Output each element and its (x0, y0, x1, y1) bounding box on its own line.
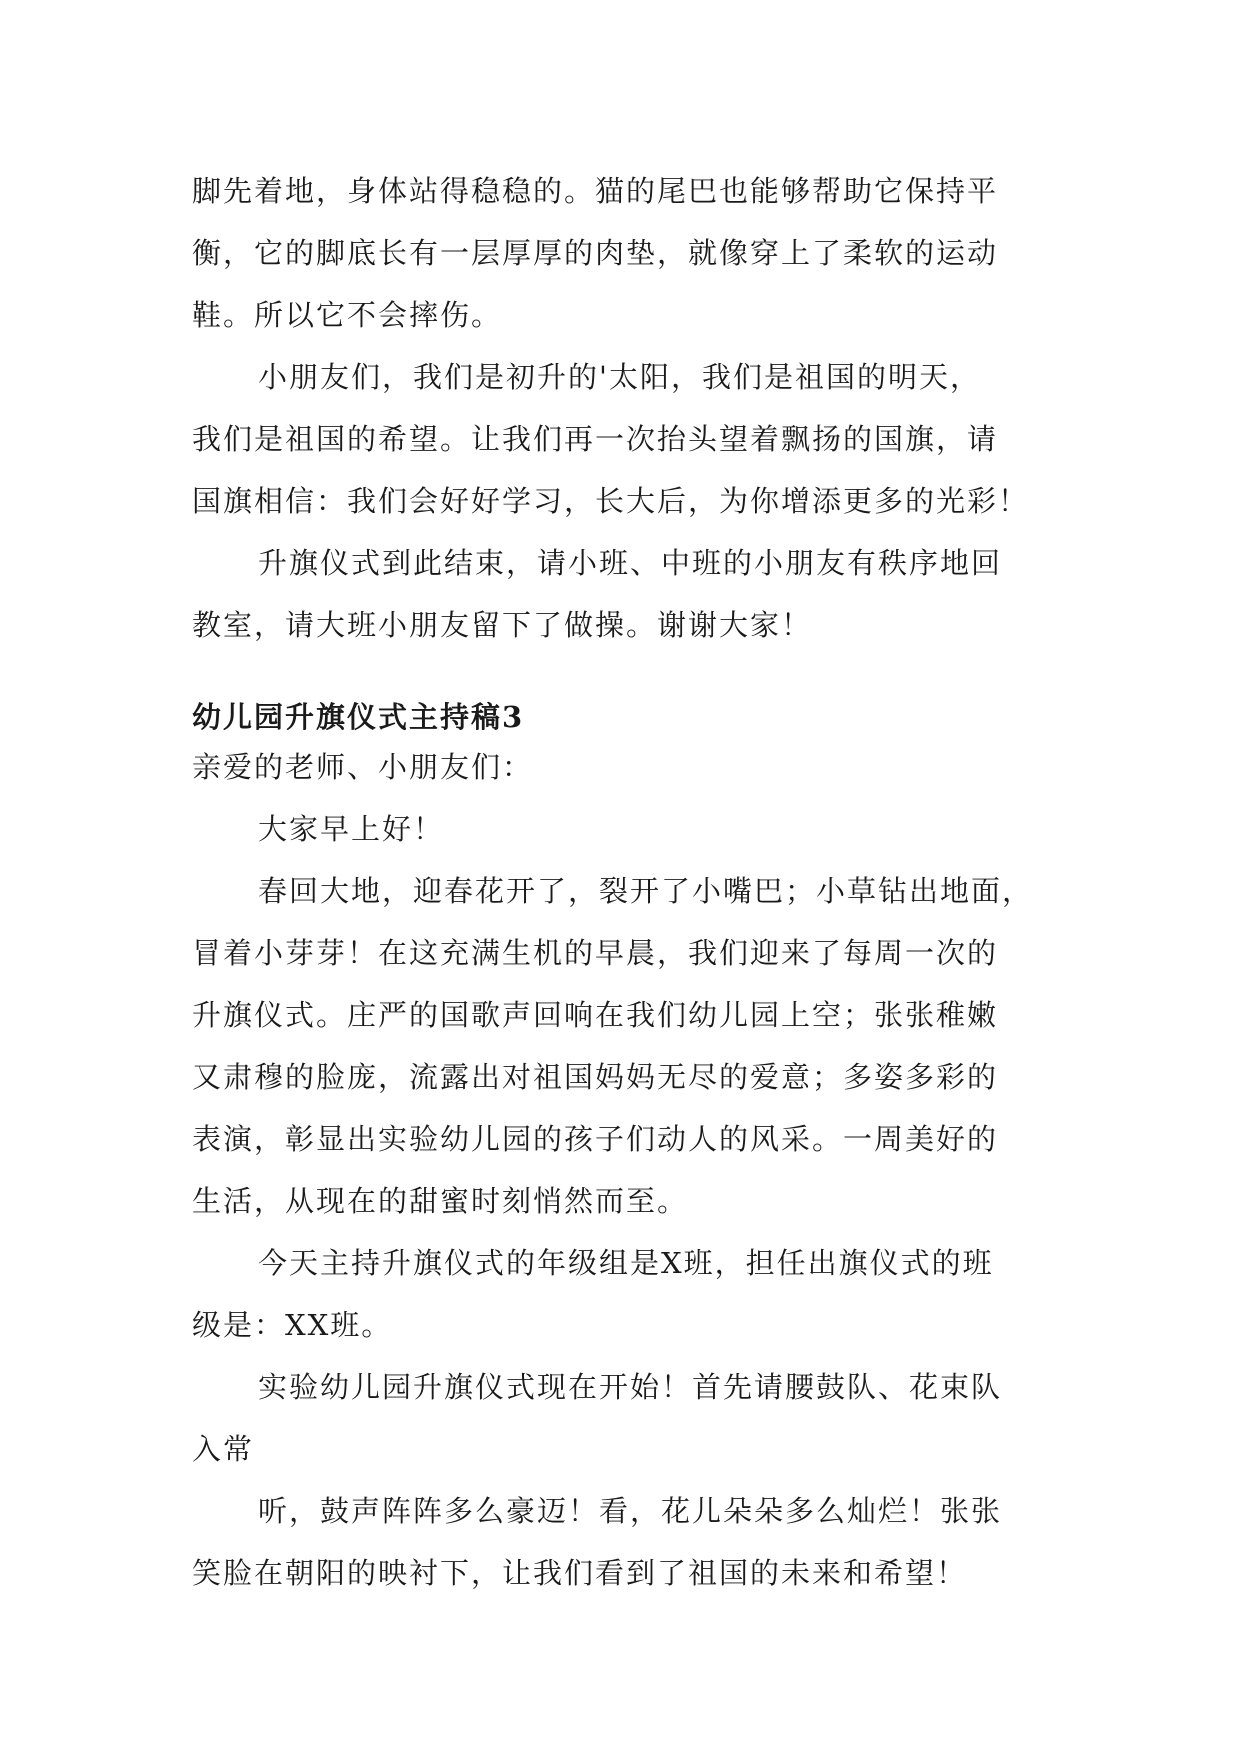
text-line: 大家早上好！ (258, 812, 445, 846)
section-spacer (192, 656, 1062, 692)
text-line: 级是：XX班。 (192, 1308, 393, 1342)
text-line: 国旗相信：我们会好好学习，长大后，为你增添更多的光彩！ (192, 484, 1030, 518)
text-line: 鞋。所以它不会摔伤。 (192, 298, 503, 332)
text-line: 又肃穆的脸庞，流露出对祖国妈妈无尽的爱意；多姿多彩的 (192, 1060, 999, 1094)
text-line: 我们是祖国的希望。让我们再一次抬头望着飘扬的国旗，请 (192, 422, 999, 456)
salutation: 亲爱的老师、小朋友们： (192, 750, 534, 784)
text-line: 升旗仪式到此结束，请小班、中班的小朋友有秩序地回 (258, 546, 1003, 580)
paragraph (192, 346, 1062, 532)
text-line: 实验幼儿园升旗仪式现在开始！首先请腰鼓队、花束队 (258, 1370, 1003, 1404)
section-body (192, 798, 1062, 1604)
text-line: 脚先着地，身体站得稳稳的。猫的尾巴也能够帮助它保持平 (192, 174, 999, 208)
continuation-section (192, 160, 1062, 656)
text-line: 入常 (192, 1432, 255, 1466)
paragraph (192, 1232, 1062, 1356)
section-title: 幼儿园升旗仪式主持稿3 (192, 700, 525, 734)
text-line: 今天主持升旗仪式的年级组是X班，担任出旗仪式的班 (258, 1246, 994, 1280)
paragraph (192, 860, 1062, 1232)
text-line: 笑脸在朝阳的映衬下，让我们看到了祖国的未来和希望！ (192, 1556, 968, 1590)
text-line: 衡，它的脚底长有一层厚厚的肉垫，就像穿上了柔软的运动 (192, 236, 999, 270)
paragraph (192, 798, 1062, 860)
text-line: 听，鼓声阵阵多么豪迈！看，花儿朵朵多么灿烂！张张 (258, 1494, 1003, 1528)
paragraph (192, 160, 1062, 346)
paragraph (192, 532, 1062, 656)
text-line: 小朋友们，我们是初升的'太阳，我们是祖国的明天， (258, 360, 981, 394)
document-body (192, 160, 1062, 1604)
paragraph (192, 1480, 1062, 1604)
text-line: 冒着小芽芽！在这充满生机的早晨，我们迎来了每周一次的 (192, 936, 999, 970)
paragraph (192, 1356, 1062, 1480)
text-line: 生活，从现在的甜蜜时刻悄然而至。 (192, 1184, 689, 1218)
text-line: 春回大地，迎春花开了，裂开了小嘴巴；小草钻出地面， (258, 874, 1034, 908)
text-line: 升旗仪式。庄严的国歌声回响在我们幼儿园上空；张张稚嫩 (192, 998, 999, 1032)
text-line: 教室，请大班小朋友留下了做操。谢谢大家！ (192, 608, 813, 642)
text-line: 表演，彰显出实验幼儿园的孩子们动人的风采。一周美好的 (192, 1122, 999, 1156)
